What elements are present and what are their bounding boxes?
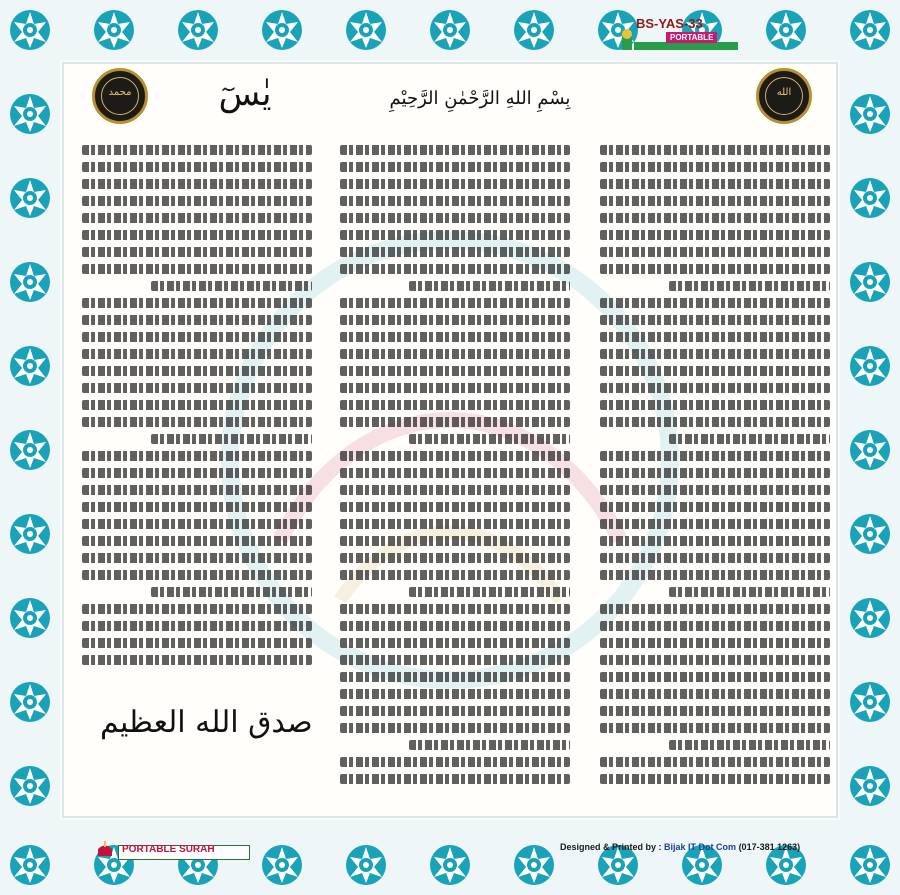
- verse-line: [340, 689, 570, 699]
- verse-line: [340, 417, 570, 427]
- star-rosette-icon: [8, 596, 52, 640]
- medallion-allah: [756, 68, 812, 124]
- verse-line: [600, 604, 830, 614]
- star-rosette-icon: [848, 176, 892, 220]
- verse-line: [340, 604, 570, 614]
- verse-line: [151, 281, 312, 291]
- star-rosette-icon: [8, 764, 52, 808]
- verse-line: [600, 315, 830, 325]
- verse-line: [600, 672, 830, 682]
- column-right: [600, 145, 830, 791]
- verse-line: [600, 383, 830, 393]
- verse-line: [340, 366, 570, 376]
- verse-line: [82, 196, 312, 206]
- verse-line: [600, 349, 830, 359]
- verse-line: [600, 519, 830, 529]
- star-rosette-icon: [848, 428, 892, 472]
- verse-line: [600, 332, 830, 342]
- verse-line: [82, 366, 312, 376]
- star-rosette-icon: [344, 843, 388, 887]
- verse-line: [600, 536, 830, 546]
- verse-line: [82, 298, 312, 308]
- verse-line: [409, 740, 570, 750]
- medallion-left-text: محمد: [108, 87, 132, 98]
- verse-line: [340, 383, 570, 393]
- verse-line: [600, 689, 830, 699]
- verse-line: [600, 213, 830, 223]
- badge-code: BS-YAS-33: [636, 16, 703, 31]
- star-rosette-icon: [8, 680, 52, 724]
- verse-line: [82, 383, 312, 393]
- verse-line: [600, 621, 830, 631]
- bismillah: بِسْمِ اللهِ الرَّحْمٰنِ الرَّحِيْمِ: [389, 88, 571, 109]
- column-middle: [340, 145, 570, 791]
- verse-line: [340, 332, 570, 342]
- verse-line: [340, 179, 570, 189]
- verse-line: [600, 366, 830, 376]
- verse-line: [82, 468, 312, 478]
- verse-line: [600, 179, 830, 189]
- star-rosette-icon: [848, 843, 892, 887]
- verse-line: [82, 519, 312, 529]
- star-rosette-icon: [848, 680, 892, 724]
- mosque-icon: [96, 840, 114, 858]
- verse-line: [340, 230, 570, 240]
- verse-line: [340, 757, 570, 767]
- verse-line: [600, 655, 830, 665]
- verse-line: [340, 553, 570, 563]
- verse-line: [600, 706, 830, 716]
- verse-line: [82, 400, 312, 410]
- verse-line: [340, 468, 570, 478]
- verse-line: [600, 145, 830, 155]
- credit-brand: Bijak IT Dot Com: [664, 842, 737, 852]
- star-rosette-icon: [848, 596, 892, 640]
- star-rosette-icon: [8, 512, 52, 556]
- verse-line: [82, 417, 312, 427]
- verse-line: [82, 230, 312, 240]
- verse-line: [82, 145, 312, 155]
- verse-line: [409, 281, 570, 291]
- star-rosette-icon: [428, 8, 472, 52]
- verse-line: [340, 536, 570, 546]
- star-rosette-icon: [428, 843, 472, 887]
- star-rosette-icon: [512, 843, 556, 887]
- verse-line: [82, 162, 312, 172]
- star-rosette-icon: [260, 8, 304, 52]
- verse-line: [409, 587, 570, 597]
- verse-line: [669, 587, 830, 597]
- star-rosette-icon: [848, 764, 892, 808]
- verse-line: [600, 485, 830, 495]
- verse-line: [82, 621, 312, 631]
- verse-line: [340, 570, 570, 580]
- verse-line: [340, 621, 570, 631]
- star-rosette-icon: [512, 8, 556, 52]
- verse-line: [82, 332, 312, 342]
- verse-line: [600, 553, 830, 563]
- star-rosette-icon: [344, 8, 388, 52]
- verse-line: [82, 179, 312, 189]
- verse-line: [340, 502, 570, 512]
- verse-line: [340, 655, 570, 665]
- verse-line: [82, 485, 312, 495]
- verse-line: [340, 485, 570, 495]
- printer-credit: [560, 842, 800, 852]
- verse-line: [600, 230, 830, 240]
- verse-line: [82, 213, 312, 223]
- portable-surah-label: PORTABLE SURAH: [122, 844, 215, 855]
- star-rosette-icon: [92, 8, 136, 52]
- star-rosette-icon: [176, 8, 220, 52]
- verse-line: [82, 536, 312, 546]
- verse-line: [340, 247, 570, 257]
- verse-line: [600, 264, 830, 274]
- verse-line: [340, 672, 570, 682]
- verse-line: [82, 349, 312, 359]
- verse-line: [600, 468, 830, 478]
- star-rosette-icon: [848, 260, 892, 304]
- verse-line: [340, 349, 570, 359]
- verse-line: [600, 298, 830, 308]
- verse-line: [82, 604, 312, 614]
- verse-line: [340, 213, 570, 223]
- surah-title: يٰسٓ: [218, 74, 272, 114]
- verse-line: [82, 264, 312, 274]
- star-rosette-icon: [8, 428, 52, 472]
- star-rosette-icon: [8, 92, 52, 136]
- star-rosette-icon: [848, 512, 892, 556]
- medallion-right-text: الله: [776, 87, 792, 98]
- star-rosette-icon: [8, 344, 52, 388]
- star-rosette-icon: [848, 92, 892, 136]
- verse-line: [340, 451, 570, 461]
- star-rosette-icon: [260, 843, 304, 887]
- verse-line: [600, 757, 830, 767]
- verse-line: [600, 162, 830, 172]
- credit-prefix: Designed & Printed by :: [560, 842, 662, 852]
- verse-line: [669, 281, 830, 291]
- verse-line: [409, 434, 570, 444]
- verse-line: [340, 400, 570, 410]
- medallion-muhammad: [92, 68, 148, 124]
- verse-line: [151, 587, 312, 597]
- verse-line: [340, 315, 570, 325]
- verse-line: [82, 315, 312, 325]
- verse-line: [600, 774, 830, 784]
- verse-line: [82, 502, 312, 512]
- verse-line: [340, 196, 570, 206]
- star-rosette-icon: [848, 8, 892, 52]
- verse-line: [600, 570, 830, 580]
- verse-line: [669, 740, 830, 750]
- verse-line: [340, 162, 570, 172]
- star-rosette-icon: [8, 260, 52, 304]
- verse-line: [340, 298, 570, 308]
- verse-line: [600, 502, 830, 512]
- verse-line: [340, 723, 570, 733]
- verse-line: [600, 196, 830, 206]
- verse-line: [600, 400, 830, 410]
- verse-line: [82, 655, 312, 665]
- verse-line: [340, 145, 570, 155]
- star-rosette-icon: [764, 8, 808, 52]
- verse-line: [340, 706, 570, 716]
- star-rosette-icon: [8, 843, 52, 887]
- column-left: [82, 145, 312, 672]
- verse-line: [340, 519, 570, 529]
- verse-line: [151, 434, 312, 444]
- verse-line: [340, 264, 570, 274]
- closing-phrase: صدق الله العظيم: [100, 705, 313, 740]
- verse-line: [82, 553, 312, 563]
- star-rosette-icon: [8, 176, 52, 220]
- verse-line: [669, 434, 830, 444]
- badge-label: PORTABLE: [666, 32, 717, 43]
- verse-line: [600, 638, 830, 648]
- verse-line: [600, 451, 830, 461]
- star-rosette-icon: [8, 8, 52, 52]
- verse-line: [600, 417, 830, 427]
- verse-line: [82, 451, 312, 461]
- credit-phone: (017-381 1263): [738, 842, 801, 852]
- verse-line: [82, 247, 312, 257]
- verse-line: [600, 723, 830, 733]
- verse-line: [600, 247, 830, 257]
- verse-line: [340, 774, 570, 784]
- verse-line: [340, 638, 570, 648]
- verse-line: [82, 638, 312, 648]
- star-rosette-icon: [848, 344, 892, 388]
- verse-line: [82, 570, 312, 580]
